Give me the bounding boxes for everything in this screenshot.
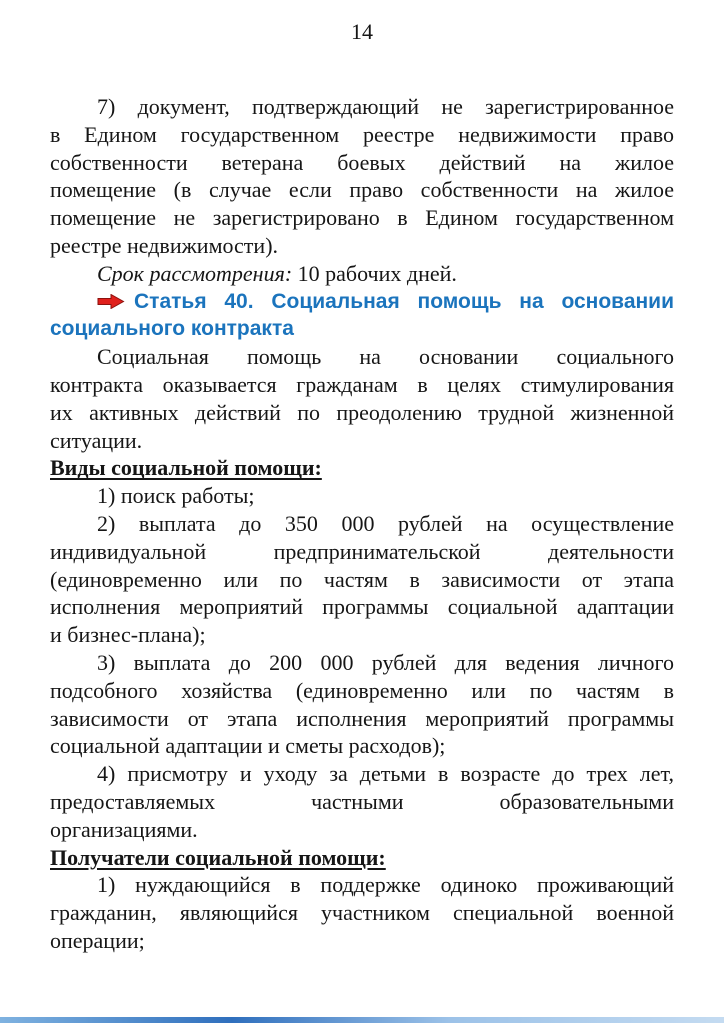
text-span: в Едином государственном реестре недвижимости право (50, 121, 674, 147)
text-line (50, 454, 674, 482)
text-line (50, 593, 674, 621)
text-line (50, 343, 674, 371)
text-line (50, 788, 674, 816)
paragraph (50, 871, 674, 954)
text-span: помещение (в случае если право собственности на жилое (50, 177, 674, 203)
text-line (50, 427, 674, 455)
paragraph (50, 649, 674, 760)
text-span: индивидуальной предпринимательской деятельности (50, 538, 674, 564)
text-span: 1) нуждающийся в поддержке одиноко проживающий (97, 872, 674, 898)
text-line (50, 705, 674, 733)
text-line (50, 677, 674, 705)
document-body (50, 93, 674, 955)
text-line (50, 232, 674, 260)
text-line (50, 121, 674, 149)
text-span: операции; (50, 927, 145, 953)
text-span: предоставляемых частными образовательными (50, 788, 674, 814)
text-span: социальной адаптации и сметы расходов); (50, 733, 446, 759)
text-line (50, 149, 674, 177)
text-span: помещение не зарегистрировано в Едином государственном (50, 205, 674, 231)
text-span: реестре недвижимости). (50, 232, 279, 258)
text-span: 3) выплата до 200 000 рублей для ведения личного (97, 649, 674, 675)
text-span: Срок рассмотрения: (97, 260, 293, 286)
text-line (50, 288, 674, 316)
text-line (50, 538, 674, 566)
text-line (50, 732, 674, 760)
text-line (50, 899, 674, 927)
red-right-arrow-icon (97, 294, 125, 309)
text-line (50, 204, 674, 232)
text-span: зависимости от этапа исполнения мероприятий программы (50, 705, 674, 731)
text-span: исполнения мероприятий программы социальной адаптации (50, 594, 674, 620)
text-line (50, 93, 674, 121)
text-line (50, 371, 674, 399)
text-line (50, 315, 674, 343)
text-line (50, 566, 674, 594)
text-line (50, 844, 674, 872)
text-span: собственности ветерана боевых действий на жилое (50, 149, 674, 175)
text-span: и бизнес-плана); (50, 622, 206, 648)
text-span: 2) выплата до 350 000 рублей на осуществление (97, 510, 674, 536)
text-span: 10 рабочих дней. (292, 260, 457, 286)
text-line (50, 399, 674, 427)
bold-header (50, 454, 674, 482)
text-span: организациями. (50, 816, 198, 842)
text-span: Виды социальной помощи: (50, 455, 322, 481)
text-span: 7) документ, подтверждающий не зарегистрированное (97, 94, 674, 119)
text-span: Статья 40. Социальная помощь на основании (134, 289, 674, 313)
text-line (50, 621, 674, 649)
paragraph (50, 510, 674, 649)
blue-heading (50, 288, 674, 344)
paragraph (50, 760, 674, 843)
page-number: 14 (351, 19, 373, 44)
text-span: 1) поиск работы; (97, 483, 255, 509)
text-span: подсобного хозяйства (единовременно или по частям в (50, 677, 674, 703)
text-span: (единовременно или по частям в зависимости от этапа (50, 566, 674, 592)
text-line (50, 871, 674, 899)
text-line (50, 927, 674, 955)
text-line (50, 482, 674, 510)
text-span: ситуации. (50, 427, 143, 453)
text-line (50, 816, 674, 844)
paragraph (50, 343, 674, 454)
text-line (50, 510, 674, 538)
paragraph (50, 482, 674, 510)
paragraph (50, 260, 674, 288)
text-line (50, 649, 674, 677)
text-span: социального контракта (50, 317, 294, 341)
footer-divider-bar (0, 1017, 724, 1023)
text-line (50, 260, 674, 288)
text-span: контракта оказывается гражданам в целях стимулирования (50, 371, 674, 397)
text-line (50, 760, 674, 788)
text-span: их активных действий по преодолению трудной жизненной (50, 399, 674, 425)
text-span: Получатели социальной помощи: (50, 844, 386, 870)
text-span: Социальная помощь на основании социального (97, 344, 674, 370)
paragraph (50, 93, 674, 260)
bold-header (50, 844, 674, 872)
text-span: гражданин, являющийся участником специальной военной (50, 900, 674, 926)
text-span: 4) присмотру и уходу за детьми в возрасте до трех лет, (97, 761, 674, 787)
text-line (50, 176, 674, 204)
